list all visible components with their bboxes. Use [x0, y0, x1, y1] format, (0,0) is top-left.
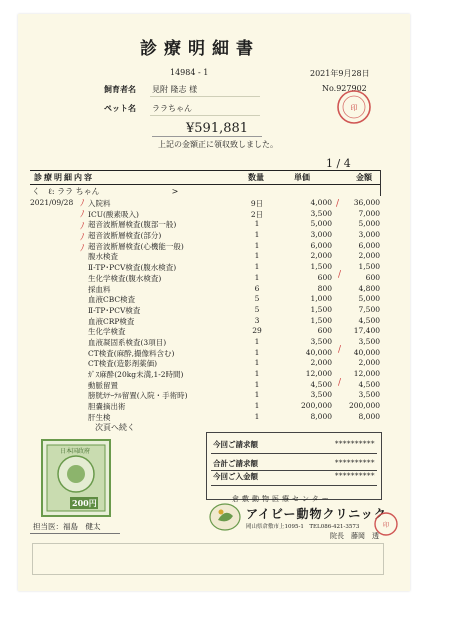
check-mark-icon: ﾉ: [80, 244, 85, 254]
clinic-address: 岡山県倉敷市上1095-1 TEL086-421-3573: [246, 524, 360, 530]
row-qty: 9日: [250, 199, 264, 208]
row-amount: 3,500: [358, 336, 380, 346]
notes-box: [32, 543, 384, 575]
revenue-stamp: [38, 434, 114, 520]
current-charge-label: 今回ご請求額: [213, 440, 258, 449]
table-row: [30, 380, 382, 391]
table-row: [30, 316, 382, 327]
row-unit: 1,000: [310, 294, 332, 304]
row-unit: 3,500: [310, 390, 332, 400]
page-indicator: 1 / 4: [326, 157, 351, 170]
row-item: ｶﾞｽ麻酔(20kg未満,1-2時間): [88, 370, 184, 379]
row-amount: 7,000: [358, 208, 380, 218]
table-row: [30, 326, 382, 337]
row-item: CT検査(麻酔,撮像料含む): [88, 348, 175, 358]
row-item: 超音波断層検査(腹部一般): [88, 220, 177, 230]
owner-underline: [150, 96, 260, 97]
row-amount: 36,000: [353, 198, 380, 207]
pet-label: ペット名: [104, 103, 136, 113]
row-amount: 5,000: [358, 294, 380, 304]
row-item: 採血料: [88, 284, 111, 294]
header-unit: 単価: [294, 172, 310, 182]
row-amount: 6,000: [358, 240, 380, 250]
row-unit: 40,000: [305, 347, 332, 357]
table-row: [30, 294, 382, 305]
row-unit: 2,000: [310, 251, 332, 261]
row-qty: 1: [254, 369, 260, 378]
row-item: ICU(酸素吸入): [88, 209, 139, 219]
pet-underline: [150, 115, 260, 116]
row-amount: 5,000: [358, 219, 380, 229]
total-underline: [152, 136, 262, 137]
payment-value: **********: [335, 472, 375, 480]
row-unit: 3,500: [310, 336, 332, 346]
check-mark-icon: /: [336, 199, 340, 209]
row-date: 2021/09/28: [30, 198, 74, 207]
row-qty: 1: [254, 262, 260, 272]
pet-section-row: く ℓ: ララ ちゃん >: [32, 187, 179, 196]
summary-box: [206, 432, 382, 500]
summary-divider: [211, 453, 377, 454]
row-unit: 1,500: [310, 262, 332, 272]
total-charge-label: 合計ご請求額: [213, 459, 258, 468]
row-item: 血液凝固系検査(3項目): [88, 337, 167, 347]
table-row: [30, 369, 382, 380]
row-unit: 8,000: [310, 411, 332, 421]
check-mark-icon: ﾉ: [80, 210, 85, 220]
row-qty: 3: [254, 315, 260, 325]
row-amount: 600: [365, 272, 380, 282]
row-item: 生化学検査(腹水検査): [88, 273, 162, 283]
row-unit: 600: [317, 326, 332, 336]
continued-note: 次頁へ続く: [95, 423, 135, 432]
row-qty: 29: [252, 326, 262, 336]
check-mark-icon: ﾉ: [80, 222, 85, 232]
row-qty: 1: [254, 358, 260, 368]
row-amount: 8,000: [358, 411, 380, 421]
check-mark-icon: /: [338, 270, 342, 280]
current-charge-value: **********: [335, 440, 375, 448]
header-qty: 数量: [248, 172, 264, 182]
row-qty: 1: [254, 272, 260, 282]
payment-label: 今回ご入金額: [213, 472, 258, 481]
row-amount: 40,000: [353, 347, 380, 357]
total-charge-value: **********: [335, 459, 375, 467]
document-title: 診療明細書: [140, 39, 260, 59]
stamp-issuer: 日本国政府: [60, 448, 91, 455]
document-number: 14984 - 1: [170, 68, 209, 77]
row-item: 肝生検: [88, 412, 111, 422]
stamp-value: 200円: [72, 498, 97, 508]
clinic-seal-icon: [335, 88, 373, 126]
row-unit: 3,500: [310, 208, 332, 218]
row-amount: 7,500: [358, 304, 380, 314]
row-item: Ⅱ-TP･PCV検査: [88, 305, 141, 315]
row-amount: 4,800: [358, 283, 380, 293]
row-unit: 4,500: [310, 379, 332, 389]
owner-name: 見附 隆志 様: [152, 85, 198, 94]
svg-text:印: 印: [350, 104, 358, 112]
header-right-border: [380, 170, 381, 196]
row-amount: 4,500: [358, 315, 380, 325]
staff-underline: [30, 533, 120, 534]
row-unit: 3,000: [310, 230, 332, 240]
clinic-logo-icon: [208, 502, 242, 532]
row-qty: 1: [254, 401, 260, 411]
check-mark-icon: /: [338, 378, 342, 388]
header-amount: 金額: [356, 172, 372, 182]
pet-name: ララちゃん: [152, 104, 192, 113]
table-row: [30, 262, 382, 273]
receipt-number: No.927902: [322, 84, 367, 93]
table-row: [30, 337, 382, 348]
row-item: 超音波断層検査(心機能一般): [88, 241, 184, 251]
table-row: [30, 390, 382, 401]
row-qty: 5: [254, 304, 260, 314]
row-unit: 200,000: [300, 401, 332, 411]
total-amount: ¥591,881: [186, 121, 249, 136]
row-amount: 17,400: [353, 326, 380, 336]
row-amount: 200,000: [348, 401, 380, 411]
row-qty: 1: [254, 411, 260, 421]
row-qty: 5: [254, 294, 260, 304]
row-unit: 6,000: [310, 240, 332, 250]
row-unit: 800: [317, 283, 332, 293]
table-row: [30, 348, 382, 359]
clinic-name: アイビー動物クリニック: [246, 507, 387, 521]
row-item: 腹水検査: [88, 252, 118, 262]
row-amount: 1,500: [358, 262, 380, 272]
summary-divider: [211, 485, 377, 486]
header-item: 診療明細内容: [34, 172, 94, 182]
received-statement: 上記の金額正に領収致しました。: [158, 140, 278, 149]
row-unit: 12,000: [305, 369, 332, 378]
row-unit: 1,500: [310, 304, 332, 314]
row-amount: 2,000: [358, 358, 380, 368]
svg-text:印: 印: [382, 522, 390, 529]
row-amount: 4,500: [358, 379, 380, 389]
row-qty: 1: [254, 230, 260, 240]
table-row: [30, 305, 382, 316]
check-mark-icon: ﾉ: [80, 199, 85, 209]
row-item: 血液CBC検査: [88, 295, 136, 305]
row-amount: 3,000: [358, 230, 380, 240]
row-qty: 1: [254, 379, 260, 389]
row-item: 生化学検査: [88, 327, 126, 337]
row-qty: 1: [254, 336, 260, 346]
row-amount: 2,000: [358, 251, 380, 261]
row-item: 胆嚢摘出術: [88, 402, 126, 412]
row-item: 入院料: [88, 199, 111, 208]
table-row: [30, 358, 382, 369]
row-unit: 1,500: [310, 315, 332, 325]
table-row: [30, 401, 382, 412]
table-header: [30, 170, 380, 185]
row-item: Ⅱ-TP･PCV検査(腹水検査): [88, 263, 177, 273]
row-qty: 2日: [250, 209, 264, 219]
row-amount: 12,000: [353, 369, 380, 378]
row-item: 超音波断層検査(部分): [88, 231, 162, 241]
row-qty: 1: [254, 251, 260, 261]
row-unit: 4,000: [310, 198, 332, 207]
row-qty: 1: [254, 390, 260, 400]
row-item: CT検査(造影剤薬価): [88, 359, 158, 369]
table-row: [30, 273, 382, 284]
attending-doctor: 担当医：福島 健太: [33, 522, 101, 531]
owner-label: 飼育者名: [104, 84, 136, 94]
row-item: 血液CRP検査: [88, 316, 135, 326]
check-mark-icon: ﾉ: [80, 233, 85, 243]
issue-date: 2021年9月28日: [310, 69, 370, 78]
row-qty: 1: [254, 219, 260, 229]
row-qty: 1: [254, 347, 260, 357]
row-unit: 5,000: [310, 219, 332, 229]
row-amount: 3,500: [358, 390, 380, 400]
row-unit: 2,000: [310, 358, 332, 368]
director-seal-icon: [372, 510, 400, 538]
clinic-director: 院長 藤岡 透: [330, 532, 379, 540]
table-row: [30, 412, 382, 423]
row-unit: 600: [317, 272, 332, 282]
table-row: [30, 284, 382, 295]
row-item: 膀胱ｶﾃｰﾃﾙ留置(入院・手術時): [88, 391, 188, 401]
check-mark-icon: /: [338, 345, 342, 355]
clinic-subtitle: 倉敷動物医療センター: [232, 495, 332, 503]
row-qty: 6: [254, 283, 260, 293]
row-qty: 1: [254, 240, 260, 250]
row-item: 動脈留置: [88, 380, 118, 390]
